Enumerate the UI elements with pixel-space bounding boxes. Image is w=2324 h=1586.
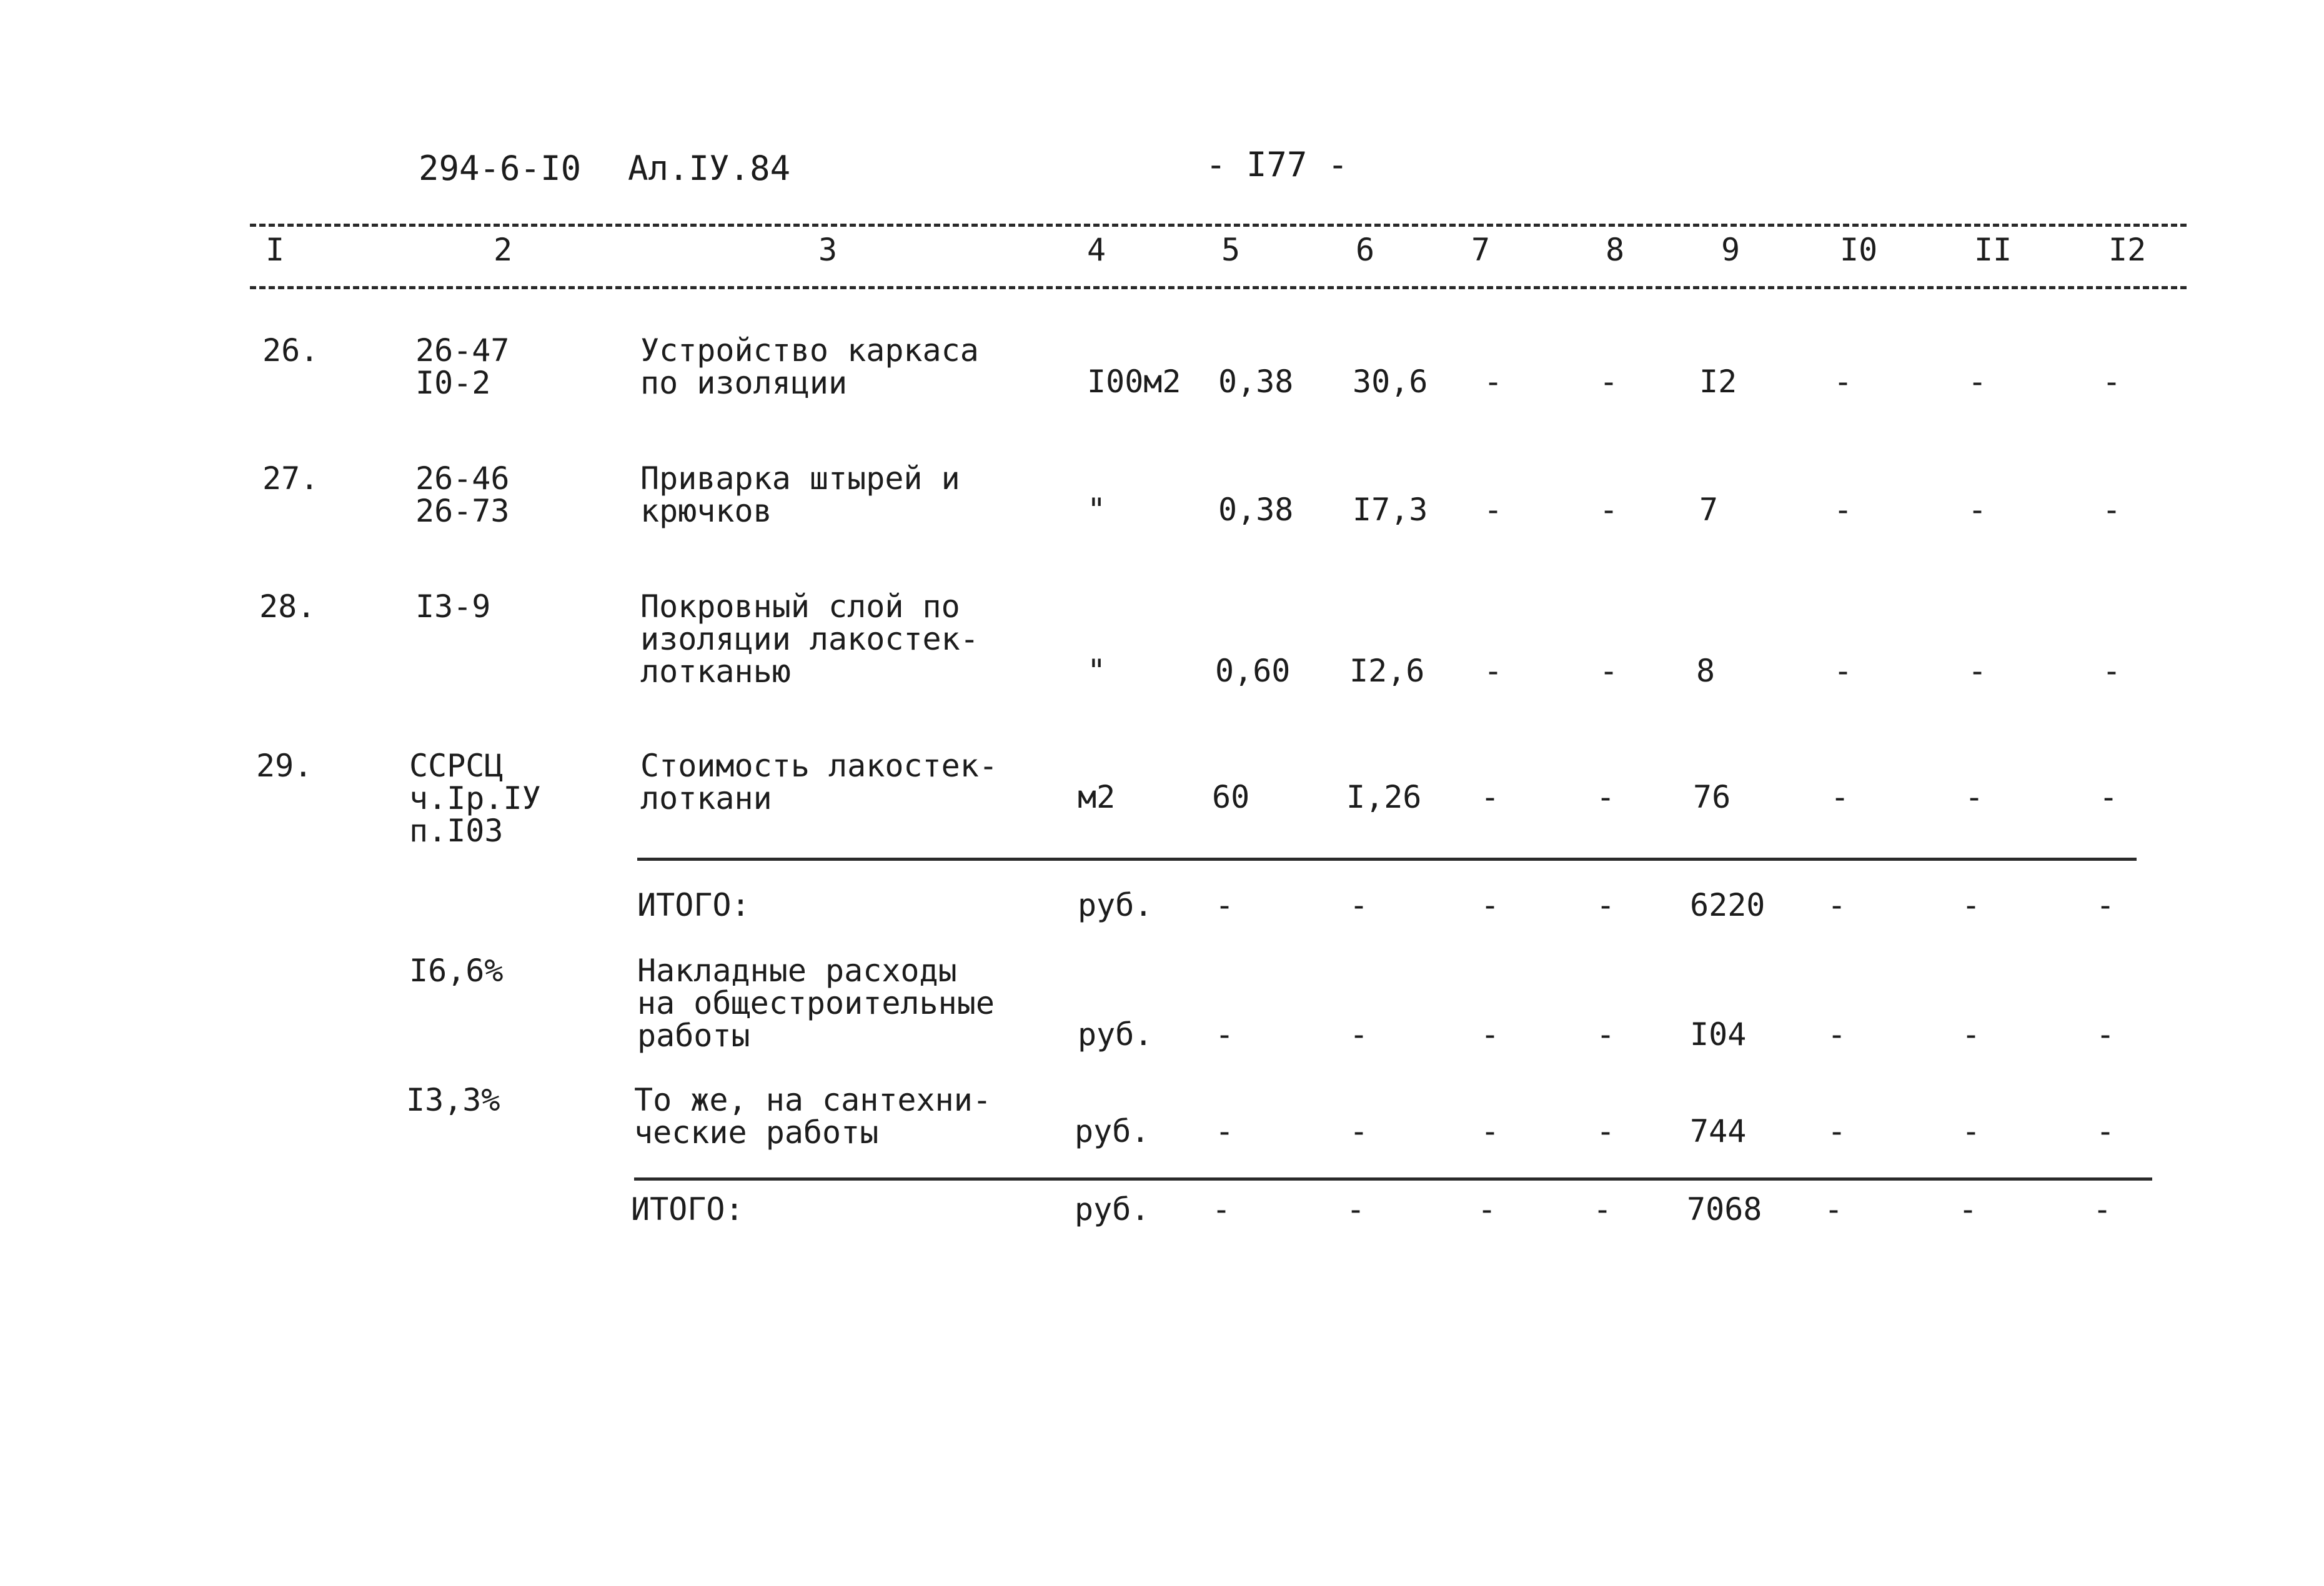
total-rule — [634, 1177, 2152, 1181]
column-header-6: 6 — [1356, 232, 1375, 268]
work-description: То же, на сантехни- ческие работы — [634, 1082, 991, 1151]
cell-col8: - — [1596, 779, 1616, 815]
cell-col8: - — [1596, 1016, 1616, 1053]
column-header-2: 2 — [494, 232, 513, 268]
cell-col10: - — [1830, 779, 1850, 815]
cell-col7: - — [1481, 1113, 1500, 1149]
cell-col6: - — [1349, 887, 1369, 923]
cell-col8: - — [1596, 887, 1616, 923]
cell-col11: - — [1962, 1113, 1981, 1149]
cell-col6: - — [1349, 1016, 1369, 1053]
page-number: - I77 - — [1206, 145, 1348, 184]
column-header-12: I2 — [2108, 232, 2147, 268]
cell-col7: - — [1484, 492, 1503, 528]
norm-code: 26-46 26-73 — [415, 460, 510, 529]
table-top-rule — [250, 224, 2187, 227]
cell-col5: - — [1215, 887, 1234, 923]
cell-col8: - — [1596, 1113, 1616, 1149]
cell-col12: - — [2102, 492, 2122, 528]
cell-col9: 76 — [1693, 779, 1731, 815]
cell-col5: - — [1215, 1016, 1234, 1053]
cell-col7: - — [1484, 653, 1503, 689]
work-description: Стоимость лакостек- лоткани — [640, 748, 998, 816]
column-header-7: 7 — [1471, 232, 1491, 268]
cell-col5: - — [1212, 1191, 1231, 1227]
work-description: Приварка штырей и крючков — [640, 460, 960, 529]
unit: руб. — [1075, 1191, 1150, 1227]
cell-col11: - — [1962, 887, 1981, 923]
unit: " — [1087, 653, 1106, 689]
cell-col8: - — [1599, 364, 1619, 400]
column-header-8: 8 — [1606, 232, 1625, 268]
cell-col9: I2 — [1699, 364, 1737, 400]
column-header-10: I0 — [1840, 232, 1878, 268]
unit: руб. — [1075, 1113, 1150, 1149]
column-header-4: 4 — [1087, 232, 1106, 268]
cell-col11: - — [1965, 779, 1984, 815]
cell-col8: - — [1599, 492, 1619, 528]
subtotal-rule — [637, 858, 2137, 861]
norm-code: ССРСЦ ч.Iр.IУ п.I03 — [409, 748, 541, 849]
header-bottom-rule — [250, 286, 2187, 289]
cell-col10: - — [1827, 1016, 1847, 1053]
cell-col5: - — [1215, 1113, 1234, 1149]
document-code: 294-6-I0 — [419, 149, 582, 188]
overhead-rate: I6,6% — [409, 953, 504, 989]
row-number: 27. — [262, 460, 319, 497]
cell-col10: - — [1834, 364, 1853, 400]
column-header-3: 3 — [818, 232, 838, 268]
cell-col5: 0,60 — [1215, 653, 1291, 689]
cell-col11: - — [1968, 492, 1987, 528]
unit: I00м2 — [1087, 364, 1181, 400]
cell-col11: - — [1959, 1191, 1978, 1227]
cell-col5: 0,38 — [1218, 364, 1294, 400]
cell-col11: - — [1968, 364, 1987, 400]
cell-col12: - — [2099, 779, 2118, 815]
cell-col7: - — [1481, 1016, 1500, 1053]
column-header-11: II — [1974, 232, 2012, 268]
work-description: Накладные расходы на общестроительные работы — [637, 953, 995, 1054]
cell-col5: 0,38 — [1218, 492, 1294, 528]
cell-col12: - — [2096, 887, 2115, 923]
cell-col10: - — [1834, 492, 1853, 528]
row-number: 26. — [262, 332, 319, 369]
row-number: 28. — [259, 588, 316, 625]
cell-col6: I7,3 — [1353, 492, 1428, 528]
cell-col12: - — [2102, 364, 2122, 400]
norm-code: I3-9 — [415, 588, 491, 625]
cell-col8: - — [1593, 1191, 1612, 1227]
cell-col9: 6220 — [1690, 887, 1765, 923]
cell-col10: - — [1834, 653, 1853, 689]
cell-col6: 30,6 — [1353, 364, 1428, 400]
cell-col9: I04 — [1690, 1016, 1747, 1053]
unit: руб. — [1078, 1016, 1153, 1053]
cell-col8: - — [1599, 653, 1619, 689]
column-header-9: 9 — [1721, 232, 1741, 268]
cell-col11: - — [1968, 653, 1987, 689]
cell-col7: - — [1481, 779, 1500, 815]
column-header-5: 5 — [1221, 232, 1241, 268]
work-description: Устройство каркаса по изоляции — [640, 332, 979, 401]
cell-col9: 744 — [1690, 1113, 1747, 1149]
cell-col10: - — [1827, 887, 1847, 923]
cell-col6: I,26 — [1346, 779, 1422, 815]
cell-col10: - — [1827, 1113, 1847, 1149]
summary-label: ИТОГО: — [631, 1191, 744, 1227]
cell-col5: 60 — [1212, 779, 1250, 815]
cell-col12: - — [2093, 1191, 2112, 1227]
cell-col6: - — [1346, 1191, 1366, 1227]
cell-col9: 7 — [1699, 492, 1719, 528]
overhead-rate: I3,3% — [406, 1082, 500, 1118]
column-header-1: I — [266, 232, 285, 268]
norm-code: 26-47 I0-2 — [415, 332, 510, 401]
unit: " — [1087, 492, 1106, 528]
cell-col12: - — [2096, 1113, 2115, 1149]
cell-col10: - — [1824, 1191, 1844, 1227]
cell-col9: 7068 — [1687, 1191, 1762, 1227]
unit: руб. — [1078, 887, 1153, 923]
album-reference: Ал.IУ.84 — [628, 149, 791, 188]
cell-col12: - — [2102, 653, 2122, 689]
row-number: 29. — [256, 748, 313, 784]
cell-col6: I2,6 — [1349, 653, 1425, 689]
cell-col7: - — [1477, 1191, 1497, 1227]
unit: м2 — [1078, 779, 1116, 815]
summary-label: ИТОГО: — [637, 887, 750, 923]
work-description: Покровный слой по изоляции лакостек- лотканью — [640, 588, 979, 690]
cell-col12: - — [2096, 1016, 2115, 1053]
cell-col9: 8 — [1696, 653, 1716, 689]
cell-col6: - — [1349, 1113, 1369, 1149]
cell-col11: - — [1962, 1016, 1981, 1053]
cell-col7: - — [1481, 887, 1500, 923]
cell-col7: - — [1484, 364, 1503, 400]
